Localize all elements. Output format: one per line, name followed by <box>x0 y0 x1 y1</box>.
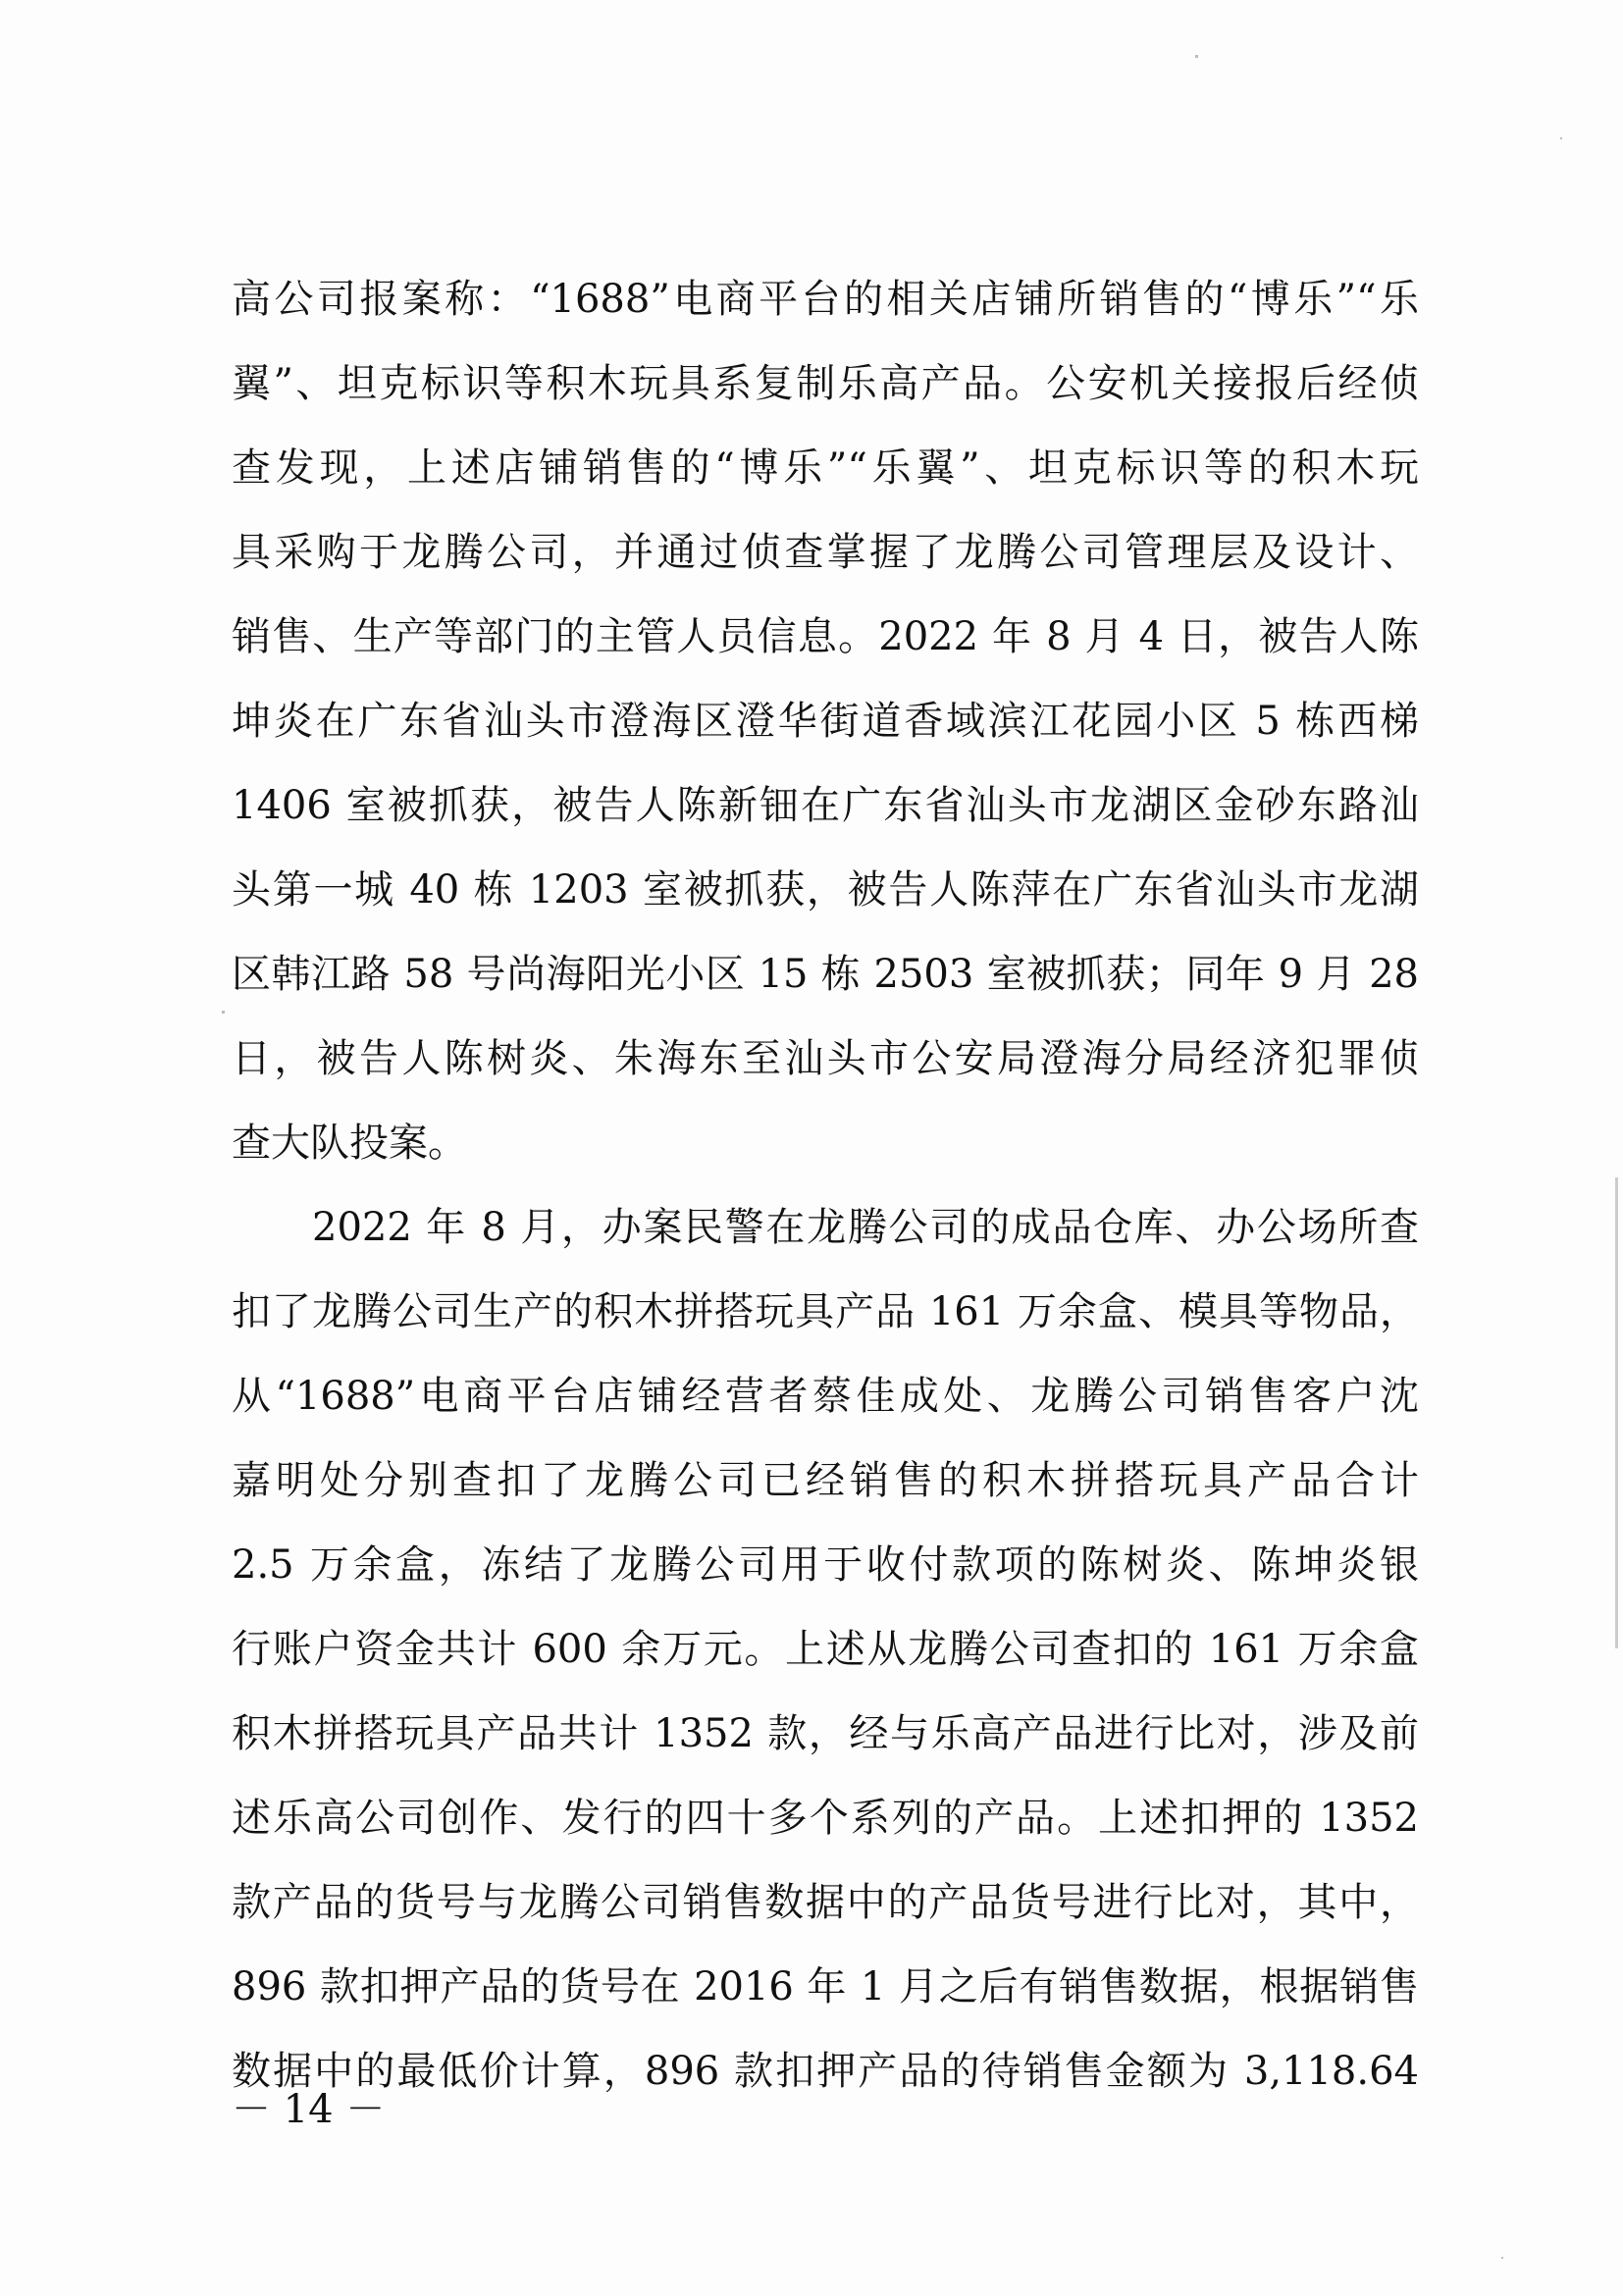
text-line: 1406 室被抓获，被告人陈新钿在广东省汕头市龙湖区金砂东路汕 <box>232 783 1419 828</box>
text-line: 日，被告人陈树炎、朱海东至汕头市公安局澄海分局经济犯罪侦 <box>232 1036 1419 1081</box>
page-number: － 14 － <box>232 2087 386 2132</box>
text-line: 嘉明处分别查扣了龙腾公司已经销售的积木拼搭玩具产品合计 <box>232 1458 1419 1503</box>
text-line: 行账户资金共计 600 余万元。上述从龙腾公司查扣的 161 万余盒 <box>232 1627 1419 1672</box>
text-line: 从“1688”电商平台店铺经营者蔡佳成处、龙腾公司销售客户沈 <box>232 1374 1419 1419</box>
text-line: 头第一城 40 栋 1203 室被抓获，被告人陈萍在广东省汕头市龙湖 <box>232 867 1419 913</box>
text-line: 扣了龙腾公司生产的积木拼搭玩具产品 161 万余盒、模具等物品， <box>232 1289 1419 1334</box>
text-line: 896 款扣押产品的货号在 2016 年 1 月之后有销售数据，根据销售 <box>232 1964 1419 2009</box>
text-line: 查发现，上述店铺销售的“博乐”“乐翼”、坦克标识等的积木玩 <box>232 445 1419 491</box>
paragraph-start-line: 2022 年 8 月，办案民警在龙腾公司的成品仓库、办公场所查 <box>312 1205 1419 1250</box>
body-text <box>232 257 1419 2113</box>
text-line: 销售、生产等部门的主管人员信息。2022 年 8 月 4 日，被告人陈 <box>232 614 1419 659</box>
scan-speck <box>222 1011 225 1014</box>
scan-speck <box>1195 55 1198 58</box>
text-line: 区韩江路 58 号尚海阳光小区 15 栋 2503 室被抓获；同年 9 月 28 <box>232 952 1419 997</box>
text-line: 具采购于龙腾公司，并通过侦查掌握了龙腾公司管理层及设计、 <box>232 530 1419 575</box>
paragraph-end-line: 查大队投案。 <box>232 1121 467 1166</box>
scan-edge-shadow <box>1615 1177 1618 1648</box>
scan-speck <box>1560 137 1562 139</box>
text-line: 款产品的货号与龙腾公司销售数据中的产品货号进行比对，其中， <box>232 1880 1419 1925</box>
text-line: 高公司报案称：“1688”电商平台的相关店铺所销售的“博乐”“乐 <box>232 277 1419 322</box>
text-line: 数据中的最低价计算，896 款扣押产品的待销售金额为 3,118.64 <box>232 2049 1419 2094</box>
text-line: 积木拼搭玩具产品共计 1352 款，经与乐高产品进行比对，涉及前 <box>232 1711 1419 1756</box>
text-line: 2.5 万余盒，冻结了龙腾公司用于收付款项的陈树炎、陈坤炎银 <box>232 1542 1419 1588</box>
scan-speck <box>1501 2257 1503 2259</box>
text-line: 坤炎在广东省汕头市澄海区澄华街道香域滨江花园小区 5 栋西梯 <box>232 699 1419 744</box>
text-line: 翼”、坦克标识等积木玩具系复制乐高产品。公安机关接报后经侦 <box>232 361 1419 406</box>
text-line: 述乐高公司创作、发行的四十多个系列的产品。上述扣押的 1352 <box>232 1796 1419 1841</box>
